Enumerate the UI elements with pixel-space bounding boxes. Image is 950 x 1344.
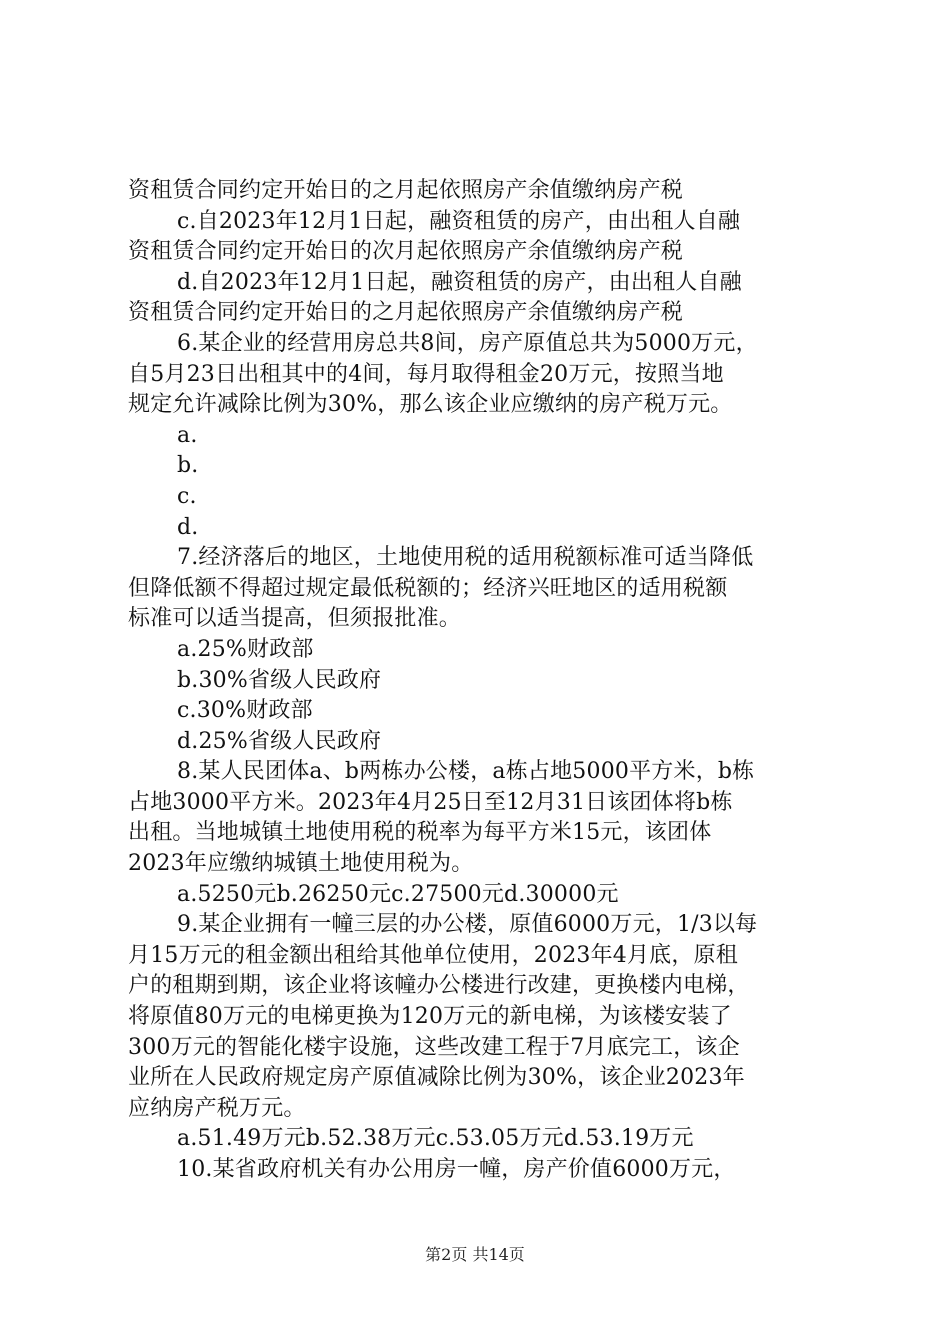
text-line: 自5月23日出租其中的4间，每月取得租金20万元，按照当地 bbox=[128, 361, 724, 387]
text-line: 资租赁合同约定开始日的次月起依照房产余值缴纳房产税 bbox=[128, 239, 684, 265]
text-line: a.25%财政部 bbox=[177, 636, 314, 662]
text-line: 10.某省政府机关有办公用房一幢，房产价值6000万元， bbox=[177, 1157, 736, 1182]
text-line: a. bbox=[177, 422, 198, 448]
text-line: c.30%财政部 bbox=[177, 698, 313, 724]
text-line: 但降低额不得超过规定最低税额的；经济兴旺地区的适用税额 bbox=[128, 575, 728, 601]
text-line: 将原值80万元的电梯更换为120万元的新电梯，为该楼安装了 bbox=[128, 1004, 732, 1030]
document-body bbox=[128, 176, 848, 1186]
text-line: c. bbox=[177, 483, 197, 509]
text-line: b.30%省级人民政府 bbox=[177, 667, 382, 693]
text-line: 2023年应缴纳城镇土地使用税为。 bbox=[128, 851, 474, 877]
text-line: 9.某企业拥有一幢三层的办公楼，原值6000万元，1/3以每 bbox=[177, 912, 758, 938]
text-line: 资租赁合同约定开始日的之月起依照房产余值缴纳房产税 bbox=[128, 178, 684, 203]
text-line: 资租赁合同约定开始日的之月起依照房产余值缴纳房产税 bbox=[128, 300, 684, 326]
page-footer: 第2页 共14页 bbox=[425, 1245, 525, 1264]
text-line: 应纳房产税万元。 bbox=[128, 1095, 306, 1121]
text-line: 业所在人民政府规定房产原值减除比例为30%，该企业2023年 bbox=[128, 1065, 745, 1091]
text-line: 占地3000平方米。2023年4月25日至12月31日该团体将b栋 bbox=[128, 789, 733, 815]
text-line: a.51.49万元b.52.38万元c.53.05万元d.53.19万元 bbox=[177, 1126, 694, 1152]
text-line: a.5250元b.26250元c.27500元d.30000元 bbox=[177, 881, 619, 907]
text-line: 标准可以适当提高，但须报批准。 bbox=[128, 606, 462, 632]
text-line: b. bbox=[177, 453, 199, 479]
text-line: 6.某企业的经营用房总共8间，房产原值总共为5000万元， bbox=[177, 330, 758, 356]
text-line: 出租。当地城镇土地使用税的税率为每平方米15元，该团体 bbox=[128, 820, 712, 846]
text-line: d.自2023年12月1日起，融资租赁的房产，由出租人自融 bbox=[177, 269, 742, 295]
text-line: 7.经济落后的地区，土地使用税的适用税额标准可适当降低 bbox=[177, 545, 754, 571]
text-line: 8.某人民团体a、b两栋办公楼，a栋占地5000平方米，b栋 bbox=[177, 759, 755, 785]
text-line: 月15万元的租金额出租给其他单位使用，2023年4月底，原租 bbox=[128, 942, 738, 968]
text-line: 户的租期到期，该企业将该幢办公楼进行改建，更换楼内电梯， bbox=[128, 973, 750, 999]
text-line: c.自2023年12月1日起，融资租赁的房产，由出租人自融 bbox=[177, 208, 741, 234]
text-line: 300万元的智能化楼宇设施，这些改建工程于7月底完工，该企 bbox=[128, 1034, 740, 1060]
text-line: d. bbox=[177, 514, 199, 540]
text-line: 规定允许减除比例为30%，那么该企业应缴纳的房产税万元。 bbox=[128, 392, 733, 418]
text-line: d.25%省级人民政府 bbox=[177, 728, 382, 754]
